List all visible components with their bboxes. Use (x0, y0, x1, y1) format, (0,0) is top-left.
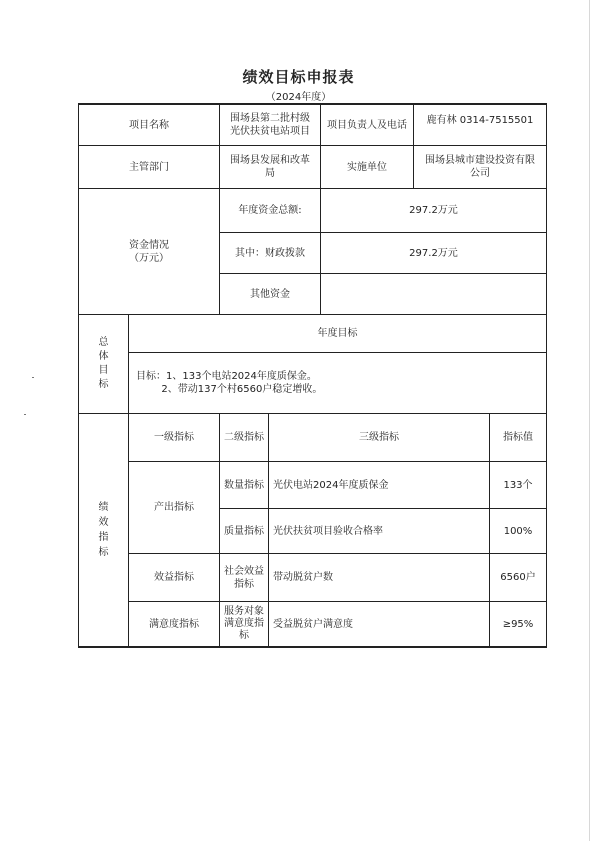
satisfaction-indicator-label: 满意度指标 (149, 618, 199, 630)
project-name-value: 围场县第二批村级 光伏扶贫电站项目 (230, 113, 310, 137)
annual-goal-text: 目标：1、133个电站2024年度质保金。 2、带动137个村6560户稳定增收。 (136, 371, 323, 395)
value-header: 指标值 (503, 432, 533, 443)
fiscal-funds-label: 其中：财政拨款 (235, 247, 305, 259)
service-satisfaction-label: 服务对象 满意度指 标 (224, 606, 264, 641)
quality-indicator-label: 质量指标 (224, 525, 264, 537)
other-funds-label: 其他资金 (250, 288, 290, 300)
fiscal-funds-value: 297.2万元 (409, 247, 458, 259)
quality-indicator-desc: 光伏扶贫项目验收合格率 (273, 525, 383, 537)
table-line (78, 646, 547, 648)
quantity-indicator-value: 133个 (503, 479, 533, 491)
output-indicator-label: 产出指标 (154, 502, 194, 513)
quantity-indicator-label: 数量指标 (224, 479, 264, 491)
project-name-label: 项目名称 (129, 119, 169, 131)
unit-value: 围场县城市建设投资有限 公司 (425, 155, 535, 179)
annual-funds-value: 297.2万元 (409, 205, 458, 216)
other-funds-value (321, 274, 546, 314)
quantity-indicator-desc: 光伏电站2024年度质保金 (273, 479, 389, 491)
scan-speck (24, 414, 26, 415)
level3-header: 三级指标 (359, 432, 399, 443)
dept-value: 围场县发展和改革 局 (230, 155, 310, 179)
funds-label: 资金情况 （万元） (129, 239, 169, 264)
annual-funds-label: 年度资金总额: (238, 205, 302, 216)
social-benefit-desc: 带动脱贫户数 (273, 572, 333, 583)
annual-goal-header: 年度目标 (317, 328, 358, 339)
social-benefit-label: 社会效益 指标 (224, 565, 264, 590)
scan-speck (32, 377, 34, 378)
year-note: （2024年度） (265, 92, 332, 103)
project-owner-label: 项目负责人及电话 (327, 119, 407, 131)
document-title: 绩效目标申报表 (242, 68, 355, 86)
performance-label: 绩 效 指 标 (98, 502, 109, 558)
unit-label: 实施单位 (347, 161, 387, 173)
project-owner-value: 鹿有林 0314-7515501 (426, 115, 534, 126)
dept-label: 主管部门 (129, 161, 169, 173)
service-satisfaction-desc: 受益脱贫户满意度 (273, 618, 353, 630)
quality-indicator-value: 100% (503, 525, 533, 537)
overall-goal-label: 总 体 目 标 (98, 337, 109, 390)
level1-header: 一级指标 (154, 432, 194, 443)
level2-header: 二级指标 (224, 432, 264, 443)
service-satisfaction-value: ≥95% (502, 618, 534, 630)
social-benefit-value: 6560户 (500, 572, 536, 583)
table-line (546, 103, 547, 647)
benefit-indicator-label: 效益指标 (154, 572, 194, 583)
